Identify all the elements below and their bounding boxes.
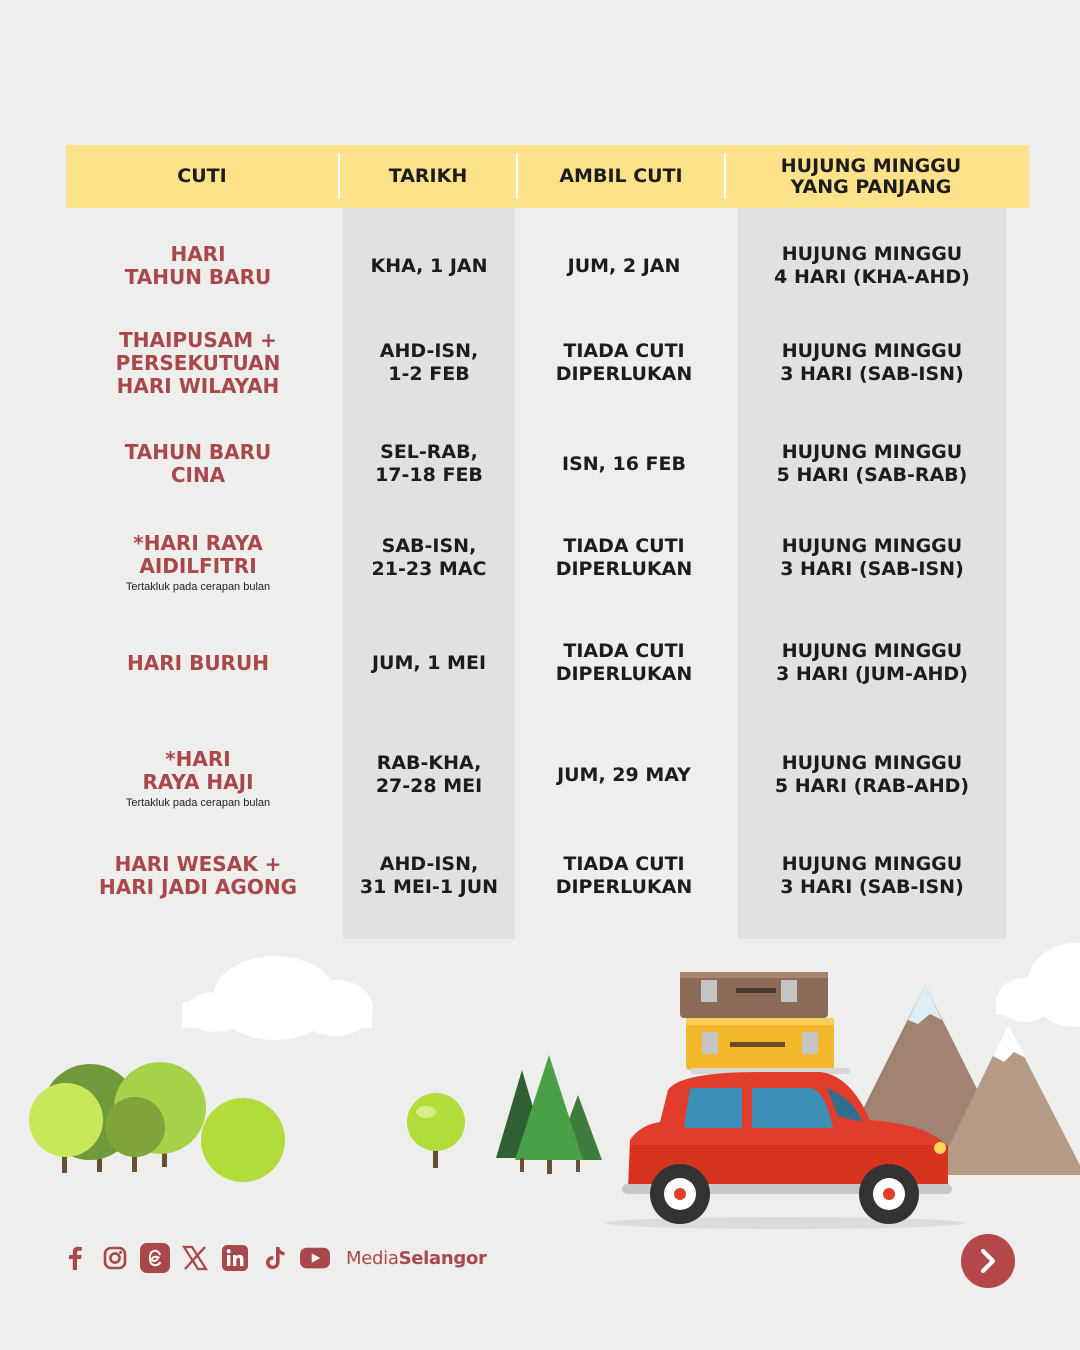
holiday-name: HARI BURUH [127,650,269,675]
leave-to-take: TIADA CUTI DIPERLUKAN [555,340,693,385]
holiday-date: KHA, 1 JAN [370,254,488,277]
table-row [0,425,1080,503]
cloud-icon [182,956,373,1040]
holiday-date: RAB-KHA, 27-28 MEI [375,752,483,797]
cloud-icon [996,943,1080,1027]
holiday-note: Tertakluk pada cerapan bulan [125,581,271,593]
table-row [0,526,1080,600]
media-selangor-logo: MediaSelangor [346,1247,487,1269]
holiday-name: *HARI RAYA HAJI Tertakluk pada cerapan bulan [125,747,271,809]
chevron-right-icon [977,1248,999,1274]
social-footer [60,1240,487,1276]
header-ambil-cuti: AMBIL CUTI [559,165,683,187]
tree-icon [407,1093,465,1168]
table-header [66,145,1029,208]
holiday-date: AHD-ISN, 31 MEI-1 JUN [359,853,499,898]
holiday-date: AHD-ISN, 1-2 FEB [379,340,479,385]
tiktok-icon[interactable] [260,1243,290,1273]
leave-to-take: TIADA CUTI DIPERLUKAN [555,640,693,685]
long-weekend: HUJUNG MINGGU 5 HARI (RAB-AHD) [774,752,970,797]
table-row [0,318,1080,408]
holiday-name: HARI TAHUN BARU [124,242,272,289]
holiday-name: THAIPUSAM + PERSEKUTUAN HARI WILAYAH [115,327,281,398]
holiday-date: SAB-ISN, 21-23 MAC [371,535,487,580]
tree-icon [29,1062,285,1182]
long-weekend: HUJUNG MINGGU 3 HARI (SAB-ISN) [780,535,964,580]
holiday-name: HARI WESAK + HARI JADI AGONG [99,852,297,899]
table-row [0,742,1080,816]
linkedin-icon[interactable] [220,1243,250,1273]
header-hujung-minggu: HUJUNG MINGGU YANG PANJANG [780,154,962,198]
table-row [0,227,1080,305]
instagram-icon[interactable] [100,1243,130,1273]
long-weekend: HUJUNG MINGGU 5 HARI (SAB-RAB) [776,441,968,486]
holiday-name: *HARI RAYA AIDILFITRI Tertakluk pada cerapan bulan [125,531,271,593]
leave-to-take: ISN, 16 FEB [562,452,686,475]
header-tarikh: TARIKH [388,165,468,187]
table-row [0,842,1080,910]
x-icon[interactable] [180,1243,210,1273]
threads-icon[interactable] [140,1243,170,1273]
header-cuti: CUTI [177,165,227,187]
leave-to-take: JUM, 29 MAY [557,763,691,786]
pine-tree-icon [496,1055,602,1174]
youtube-icon[interactable] [300,1243,330,1273]
holiday-note: Tertakluk pada cerapan bulan [125,797,271,809]
travel-illustration [0,940,1080,1240]
holiday-date: JUM, 1 MEI [371,651,487,674]
long-weekend: HUJUNG MINGGU 3 HARI (JUM-AHD) [776,640,968,685]
long-weekend: HUJUNG MINGGU 4 HARI (KHA-AHD) [774,243,970,288]
holiday-name: TAHUN BARU CINA [124,440,272,487]
table-row [0,625,1080,701]
leave-to-take: TIADA CUTI DIPERLUKAN [555,853,693,898]
next-button[interactable] [961,1234,1015,1288]
holiday-date: SEL-RAB, 17-18 FEB [375,441,483,486]
long-weekend: HUJUNG MINGGU 3 HARI (SAB-ISN) [780,853,964,898]
long-weekend: HUJUNG MINGGU 3 HARI (SAB-ISN) [780,340,964,385]
leave-to-take: JUM, 2 JAN [567,254,681,277]
facebook-icon[interactable] [60,1243,90,1273]
leave-to-take: TIADA CUTI DIPERLUKAN [555,535,693,580]
